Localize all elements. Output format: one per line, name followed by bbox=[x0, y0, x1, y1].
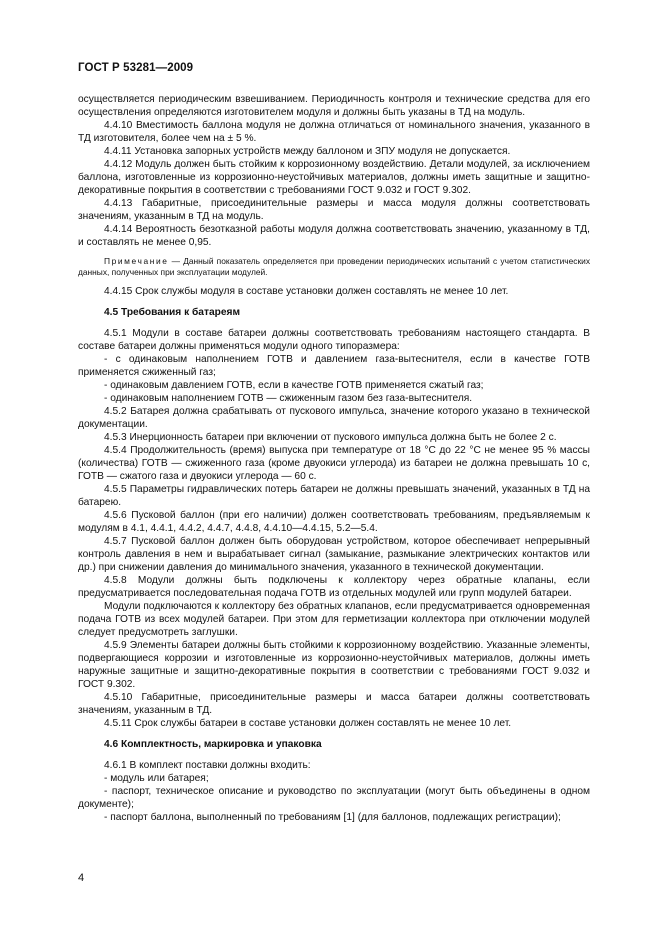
clause-4-5-11: 4.5.11 Срок службы батареи в составе установки должен составлять не менее 10 лет. bbox=[104, 718, 512, 729]
note-text: Данный показатель определяется при проведении периодических испытаний с учетом статистических данных, полученных при эксплуатации модулей. bbox=[78, 256, 591, 277]
document-body bbox=[78, 93, 590, 824]
list-item: - паспорт, техническое описание и руководство по эксплуатации (могут быть объединены в одном документе); bbox=[78, 786, 590, 810]
page-number: 4 bbox=[78, 872, 85, 884]
clause-4-5-9: 4.5.9 Элементы батареи должны быть стойкими к коррозионному воздействию. Указанные элементы, подвергающиеся коррозии и изготовленные из коррозионно-неустойчивых материалов, должны иметь наружные защитные и защитно-декоративные покрытия в соответствии с требованиями ГОСТ 9.032 и ГОСТ 9.302. bbox=[78, 640, 590, 690]
clause-4-4-14: 4.4.14 Вероятность безотказной работы модуля должна соответствовать значению, указанному в ТД, и составлять не менее 0,95. bbox=[78, 224, 590, 248]
clause-4-5-4: 4.5.4 Продолжительность (время) выпуска при температуре от 18 °С до 22 °С не менее 95 % массы (количества) ГОТВ — сжиженного газа (кроме двуокиси углерода) из батареи не должна превышать 10 с, ГОТВ — сжатого газа и двуокиси углерода — 60 с. bbox=[78, 445, 590, 482]
clause-4-6-1: 4.6.1 В комплект поставки должны входить: bbox=[104, 760, 311, 771]
clause-4-5-6: 4.5.6 Пусковой баллон (при его наличии) должен соответствовать требованиям, предъявляемым к модулям в 4.1, 4.4.1, 4.4.2, 4.4.7, 4.4.8, 4.4.10—4.4.15, 5.2—5.4. bbox=[78, 510, 590, 534]
clause-4-5-5: 4.5.5 Параметры гидравлических потерь батареи не должны превышать значений, указанных в ТД на батарею. bbox=[78, 484, 590, 508]
clause-4-4-10: 4.4.10 Вместимость баллона модуля не должна отличаться от номинального значения, указанного в ТД изготовителя, более чем на ± 5 %. bbox=[78, 120, 590, 144]
list-item: - с одинаковым наполнением ГОТВ и давлением газа-вытеснителя, если в качестве ГОТВ применяется сжиженный газ; bbox=[78, 354, 590, 378]
paragraph: Модули подключаются к коллектору без обратных клапанов, если предусматривается одновременная подача ГОТВ из всех модулей батареи. При этом для герметизации коллектора при отключении модулей следует предусмотреть заглушки. bbox=[78, 601, 590, 638]
list-item: - одинаковым давлением ГОТВ, если в качестве ГОТВ применяется сжатый газ; bbox=[104, 380, 484, 391]
clause-4-5-2: 4.5.2 Батарея должна срабатывать от пускового импульса, значение которого указано в технической документации. bbox=[78, 406, 590, 430]
note bbox=[78, 256, 590, 278]
page-header-doc-id: ГОСТ Р 53281—2009 bbox=[78, 62, 194, 74]
clause-4-4-12: 4.4.12 Модуль должен быть стойким к коррозионному воздействию. Детали модулей, за исключением баллона, изготовленные из коррозионно-неустойчивых материалов, должны иметь защитные и защитно-декоративные покрытия в соответствии с требованиями ГОСТ 9.032 и ГОСТ 9.302. bbox=[78, 159, 590, 196]
paragraph: осуществляется периодическим взвешиванием. Периодичность контроля и технические средства для его осуществления определяются изготовителем модуля и должны быть указаны в ТД на модуль. bbox=[78, 94, 590, 118]
clause-4-5-8: 4.5.8 Модули должны быть подключены к коллектору через обратные клапаны, если предусматривается последовательная подача ГОТВ из отдельных модулей или групп модулей батареи. bbox=[78, 575, 590, 599]
clause-4-5-7: 4.5.7 Пусковой баллон должен быть оборудован устройством, которое обеспечивает непрерывный контроль давления в нем и вырабатывает сигнал (замыкание, размыкание электрических контактов или др.) при снижении давления до минимального значения, указанного в технической документации. bbox=[78, 536, 590, 573]
list-item: - одинаковым наполнением ГОТВ — сжиженным газом без газа-вытеснителя. bbox=[104, 393, 473, 404]
clause-4-5-3: 4.5.3 Инерционность батареи при включении от пускового импульса должна быть не более 2 с. bbox=[104, 432, 557, 443]
list-item: - модуль или батарея; bbox=[104, 773, 209, 784]
clause-4-5-10: 4.5.10 Габаритные, присоединительные размеры и масса батареи должны соответствовать значениям, указанным в ТД. bbox=[78, 692, 590, 716]
clause-4-5-1: 4.5.1 Модули в составе батареи должны соответствовать требованиям настоящего стандарта. В составе батареи должны применяться модули одного типоразмера: bbox=[78, 328, 590, 352]
list-item: - паспорт баллона, выполненный по требованиям [1] (для баллонов, подлежащих регистрации); bbox=[104, 812, 561, 823]
section-heading-4-6: 4.6 Комплектность, маркировка и упаковка bbox=[104, 739, 322, 750]
clause-4-4-13: 4.4.13 Габаритные, присоединительные размеры и масса модуля должны соответствовать значениям, указанным в ТД на модуль. bbox=[78, 198, 590, 222]
clause-4-4-15: 4.4.15 Срок службы модуля в составе установки должен составлять не менее 10 лет. bbox=[104, 286, 509, 297]
note-dash: — bbox=[168, 256, 184, 266]
section-heading-4-5: 4.5 Требования к батареям bbox=[104, 307, 240, 318]
note-label: Примечание bbox=[104, 256, 169, 266]
clause-4-4-11: 4.4.11 Установка запорных устройств между баллоном и ЗПУ модуля не допускается. bbox=[104, 146, 511, 157]
